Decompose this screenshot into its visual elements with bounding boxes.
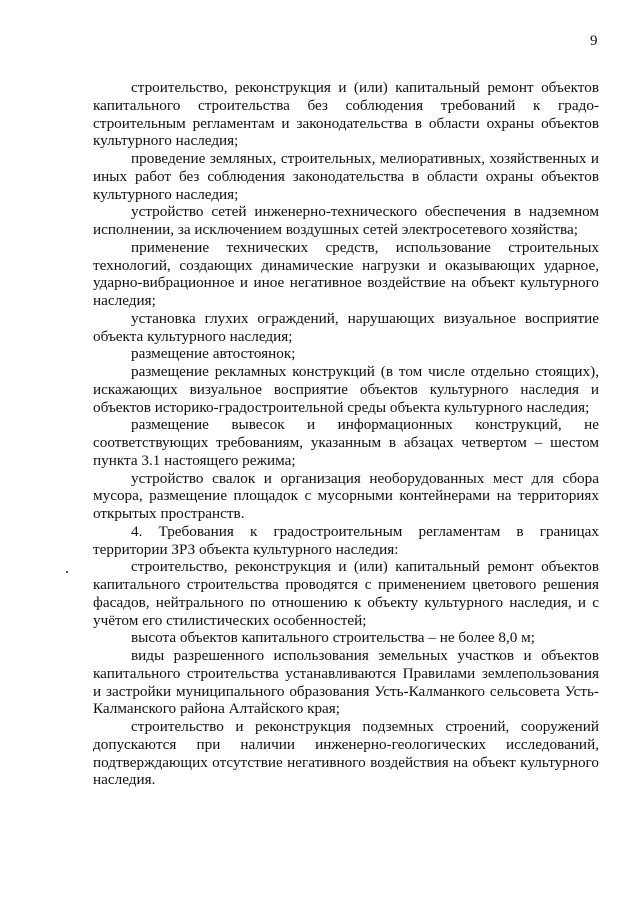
paragraph-1: строительство, реконструкция и (или) капитальный ремонт объектов капитального строительства без соблюдения требований к градостроительным регламентам и законодательства в области охраны объектов культурного наследия;: [93, 79, 599, 150]
paragraph-3: устройство сетей инженерно-технического обеспечения в надземном исполнении, за исключением воздушных сетей электросетевого хозяйства;: [93, 203, 599, 238]
paragraph-2: проведение земляных, строительных, мелиоративных, хозяйственных и иных работ без соблюдения законодательства в области охраны объектов культурного наследия;: [93, 150, 599, 203]
scan-artifact-dot: [66, 571, 68, 573]
paragraph-13: виды разрешенного использования земельных участков и объектов капитального строительства устанавливаются Правилами землепользования и застройки муниципального образования Усть-Калманкого сельсовета Усть-Калманского района Алтайского края;: [93, 647, 599, 718]
paragraph-9: устройство свалок и организация необорудованных мест для сбора мусора, размещение площадок с мусорными контейнерами на территориях открытых пространств.: [93, 469, 599, 522]
paragraph-8: размещение вывесок и информационных конструкций, не соответствующих требованиям, указанным в абзацах четвертом – шестом пункта 3.1 настоящего режима;: [93, 416, 599, 469]
paragraph-14: строительство и реконструкция подземных строений, сооружений допускаются при наличии инженерно-геологических исследований, подтверждающих отсутствие негативного воздействия на объект культурного наследия.: [93, 718, 599, 789]
paragraph-7: размещение рекламных конструкций (в том числе отдельно стоящих), искажающих визуальное восприятие объектов культурного наследия и объектов историко-градостроительной среды объекта культурного наследия;: [93, 363, 599, 416]
document-body: [93, 79, 599, 789]
paragraph-4: применение технических средств, использование строительных технологий, создающих динамические нагрузки и оказывающих ударное, ударно-вибрационное и иное негативное воздействие на объект культурного наследия;: [93, 238, 599, 309]
paragraph-11: строительство, реконструкция и (или) капитальный ремонт объектов капитального строительства проводятся с применением цветового решения фасадов, нейтрального по отношению к объекту культурного наследия, и с учётом его стилистических особенностей;: [93, 558, 599, 629]
paragraph-6: размещение автостоянок;: [131, 345, 296, 363]
section-heading-4: 4. Требования к градостроительным регламентам в границах территории ЗРЗ объекта культурного наследия:: [93, 522, 599, 558]
paragraph-12: высота объектов капитального строительства – не более 8,0 м;: [131, 629, 535, 647]
paragraph-5: установка глухих ограждений, нарушающих визуальное восприятие объекта культурного наследия;: [93, 309, 599, 345]
page-number: 9: [590, 33, 598, 49]
